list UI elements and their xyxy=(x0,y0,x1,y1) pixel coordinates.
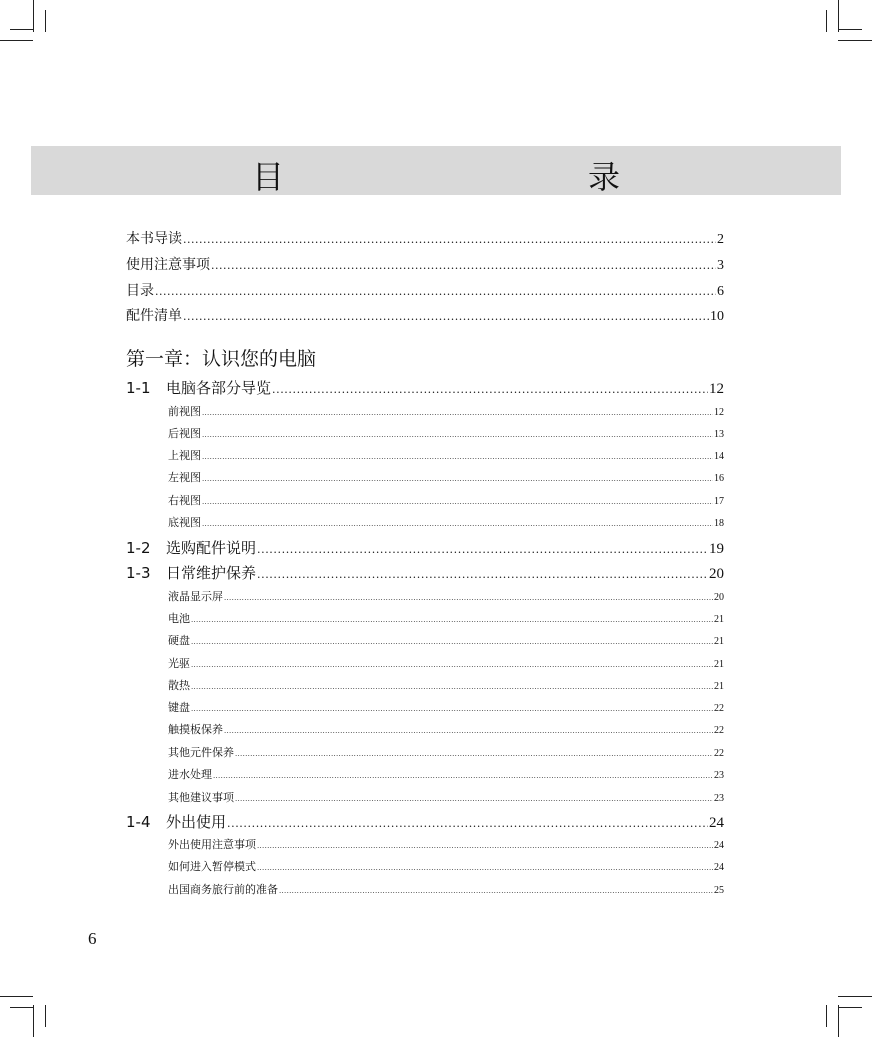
toc-subentry[interactable] xyxy=(168,447,724,463)
subentry-label: 外出使用注意事项 xyxy=(168,838,256,851)
toc-subentry[interactable] xyxy=(168,677,724,693)
toc-subentry[interactable] xyxy=(168,858,724,874)
subentry-page: 23 xyxy=(714,770,724,781)
toc-entry-page: 3 xyxy=(717,258,724,273)
toc-section[interactable] xyxy=(126,537,724,559)
leader-dots xyxy=(257,864,713,872)
subentry-page: 22 xyxy=(714,725,724,736)
toc-subentry[interactable] xyxy=(168,425,724,441)
crop-mark xyxy=(33,0,34,32)
subentry-page: 16 xyxy=(714,473,724,484)
crop-mark xyxy=(838,40,872,41)
section-number: 1-4 xyxy=(126,813,151,831)
toc-entry-page: 10 xyxy=(710,309,724,324)
leader-dots xyxy=(191,638,713,646)
leader-dots xyxy=(202,453,713,461)
toc-subentry[interactable] xyxy=(168,588,724,604)
leader-dots xyxy=(191,661,713,669)
leader-dots xyxy=(211,259,716,272)
subentry-label: 触摸板保养 xyxy=(168,723,223,736)
toc-subentry[interactable] xyxy=(168,469,724,485)
leader-dots xyxy=(272,383,708,396)
subentry-label: 后视图 xyxy=(168,427,201,440)
subentry-label: 液晶显示屏 xyxy=(168,590,223,603)
crop-mark xyxy=(45,1005,46,1027)
subentry-label: 右视图 xyxy=(168,494,201,507)
toc-subentry[interactable] xyxy=(168,492,724,508)
subentry-label: 其他元件保养 xyxy=(168,746,234,759)
subentry-page: 14 xyxy=(714,451,724,462)
toc-entry[interactable] xyxy=(126,254,724,274)
subentry-label: 上视图 xyxy=(168,449,201,462)
crop-mark xyxy=(838,996,872,997)
section-label: 日常维护保养 xyxy=(166,564,257,582)
toc-subentry[interactable] xyxy=(168,721,724,737)
toc-entry[interactable] xyxy=(126,228,724,248)
subentry-page: 21 xyxy=(714,636,724,647)
toc-subentry[interactable] xyxy=(168,766,724,782)
subentry-label: 电池 xyxy=(168,612,190,625)
toc-section[interactable] xyxy=(126,377,724,399)
subentry-page: 13 xyxy=(714,429,724,440)
crop-mark xyxy=(838,0,839,32)
subentry-label: 硬盘 xyxy=(168,634,190,647)
toc-subentry[interactable] xyxy=(168,789,724,805)
toc-section[interactable] xyxy=(126,562,724,584)
page-title: 目 录 xyxy=(251,158,700,196)
section-page: 19 xyxy=(709,541,724,557)
toc-subentry[interactable] xyxy=(168,655,724,671)
subentry-page: 23 xyxy=(714,793,724,804)
subentry-page: 17 xyxy=(714,496,724,507)
crop-mark xyxy=(826,1005,827,1027)
subentry-page: 21 xyxy=(714,681,724,692)
subentry-page: 21 xyxy=(714,614,724,625)
section-page: 12 xyxy=(709,381,724,397)
crop-mark xyxy=(45,10,46,32)
toc-entry-label: 目录 xyxy=(126,283,154,299)
toc-section[interactable] xyxy=(126,811,724,833)
leader-dots xyxy=(202,409,713,417)
subentry-label: 左视图 xyxy=(168,471,201,484)
leader-dots xyxy=(235,750,713,758)
crop-mark xyxy=(838,29,862,30)
toc-subentry[interactable] xyxy=(168,744,724,760)
leader-dots xyxy=(191,616,713,624)
title-band xyxy=(31,146,841,195)
leader-dots xyxy=(202,498,713,506)
toc-entry-label: 配件清单 xyxy=(126,308,182,324)
toc-subentry[interactable] xyxy=(168,836,724,852)
leader-dots xyxy=(279,887,713,895)
toc-entry-label: 使用注意事项 xyxy=(126,257,210,273)
subentry-label: 底视图 xyxy=(168,516,201,529)
leader-dots xyxy=(257,842,713,850)
leader-dots xyxy=(202,475,713,483)
section-label: 电脑各部分导览 xyxy=(166,379,272,397)
section-page: 20 xyxy=(709,566,724,582)
subentry-label: 光驱 xyxy=(168,657,190,670)
toc-entry-label: 本书导读 xyxy=(126,231,182,247)
leader-dots xyxy=(235,795,713,803)
crop-mark xyxy=(0,996,33,997)
section-number: 1-2 xyxy=(126,539,151,557)
subentry-page: 24 xyxy=(714,862,724,873)
crop-mark xyxy=(10,29,33,30)
leader-dots xyxy=(202,431,713,439)
subentry-label: 其他建议事项 xyxy=(168,791,234,804)
subentry-page: 18 xyxy=(714,518,724,529)
section-number: 1-1 xyxy=(126,379,151,397)
leader-dots xyxy=(224,727,713,735)
crop-mark xyxy=(838,1005,839,1037)
leader-dots xyxy=(183,233,716,246)
subentry-label: 键盘 xyxy=(168,701,190,714)
leader-dots xyxy=(191,683,713,691)
subentry-page: 20 xyxy=(714,592,724,603)
toc-subentry[interactable] xyxy=(168,699,724,715)
subentry-page: 22 xyxy=(714,703,724,714)
toc-entry-page: 6 xyxy=(717,284,724,299)
subentry-page: 25 xyxy=(714,885,724,896)
leader-dots xyxy=(224,594,713,602)
subentry-page: 21 xyxy=(714,659,724,670)
crop-mark xyxy=(826,10,827,32)
leader-dots xyxy=(202,520,713,528)
leader-dots xyxy=(191,705,713,713)
toc-subentry[interactable] xyxy=(168,610,724,626)
subentry-page: 12 xyxy=(714,407,724,418)
section-label: 选购配件说明 xyxy=(166,539,257,557)
toc-subentry[interactable] xyxy=(168,881,724,897)
subentry-label: 出国商务旅行前的准备 xyxy=(168,883,278,896)
toc-entry-page: 2 xyxy=(717,232,724,247)
section-number: 1-3 xyxy=(126,564,151,582)
crop-mark xyxy=(10,1007,33,1008)
subentry-label: 前视图 xyxy=(168,405,201,418)
subentry-page: 22 xyxy=(714,748,724,759)
leader-dots xyxy=(155,285,716,298)
leader-dots xyxy=(227,817,708,830)
leader-dots xyxy=(213,772,713,780)
crop-mark xyxy=(33,1005,34,1037)
crop-mark xyxy=(838,1007,862,1008)
chapter-heading: 第一章：认识您的电脑 xyxy=(126,348,317,370)
section-page: 24 xyxy=(709,815,724,831)
crop-mark xyxy=(0,40,33,41)
toc-subentry[interactable] xyxy=(168,514,724,530)
subentry-label: 进水处理 xyxy=(168,768,212,781)
subentry-label: 如何进入暂停模式 xyxy=(168,860,256,873)
section-label: 外出使用 xyxy=(166,813,227,831)
leader-dots xyxy=(257,568,708,581)
leader-dots xyxy=(257,543,708,556)
toc-subentry[interactable] xyxy=(168,403,724,419)
toc-subentry[interactable] xyxy=(168,632,724,648)
subentry-label: 散热 xyxy=(168,679,190,692)
toc-entry[interactable] xyxy=(126,280,724,300)
toc-entry[interactable] xyxy=(126,305,724,325)
subentry-page: 24 xyxy=(714,840,724,851)
leader-dots xyxy=(183,310,709,323)
page-number: 6 xyxy=(88,929,97,948)
